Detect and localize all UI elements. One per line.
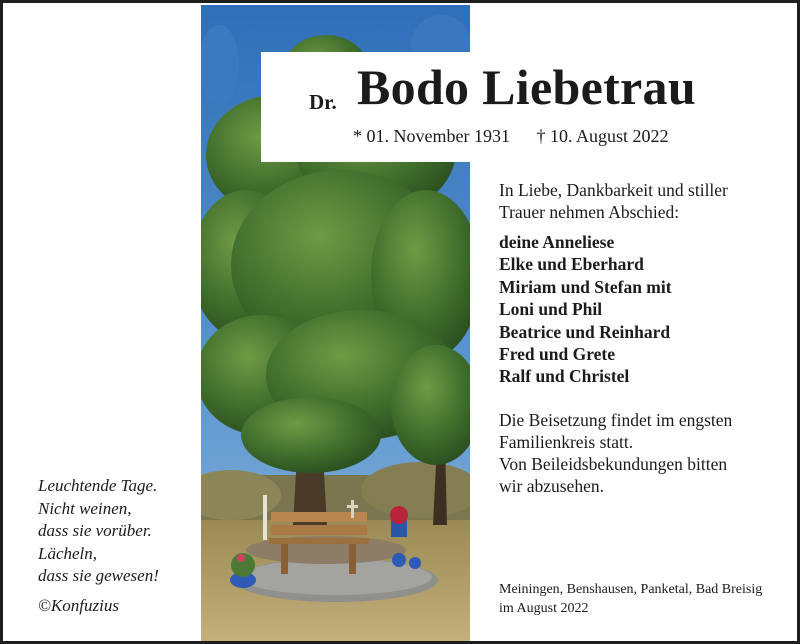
intro-line: Trauer nehmen Abschied: [499,202,680,222]
mourner: Beatrice und Reinhard [499,321,671,342]
mourner: Loni und Phil [499,299,603,320]
poem-line: Leuchtende Tage. [38,476,158,495]
funeral-line: wir abzusehen. [499,476,604,496]
notice-date: im August 2022 [499,601,589,616]
poem [38,475,159,617]
mourner: Fred und Grete [499,344,616,365]
academic-title: Dr. [309,90,337,114]
poem-line: Nicht weinen, [38,498,132,518]
funeral-notice [499,409,795,497]
poem-line: dass sie vorüber. [38,521,152,540]
name-header [261,52,797,162]
funeral-line: Die Beisetzung findet im engsten [499,410,733,430]
mourner: Elke und Eberhard [499,254,644,275]
mourners-list [499,231,795,388]
birth-date: * 01. November 1931 [353,126,510,146]
intro-line: In Liebe, Dankbarkeit und stiller [499,180,728,200]
mourner: Miriam und Stefan mit [499,276,672,297]
mourner: deine Anneliese [499,232,615,252]
poem-credit: ©Konfuzius [38,595,119,615]
place-and-date [499,580,762,618]
funeral-line: Familienkreis statt. [499,432,634,452]
farewell-intro [499,179,795,223]
poem-line: dass sie gewesen! [38,566,159,585]
places: Meiningen, Benshausen, Panketal, Bad Breisig [499,582,763,597]
mourner: Ralf und Christel [499,366,630,387]
poem-line: Lächeln, [38,543,98,563]
life-dates [353,126,669,147]
funeral-line: Von Beileidsbekundungen bitten [499,454,728,474]
deceased-name: Bodo Liebetrau [357,59,696,115]
death-date: † 10. August 2022 [536,126,669,146]
